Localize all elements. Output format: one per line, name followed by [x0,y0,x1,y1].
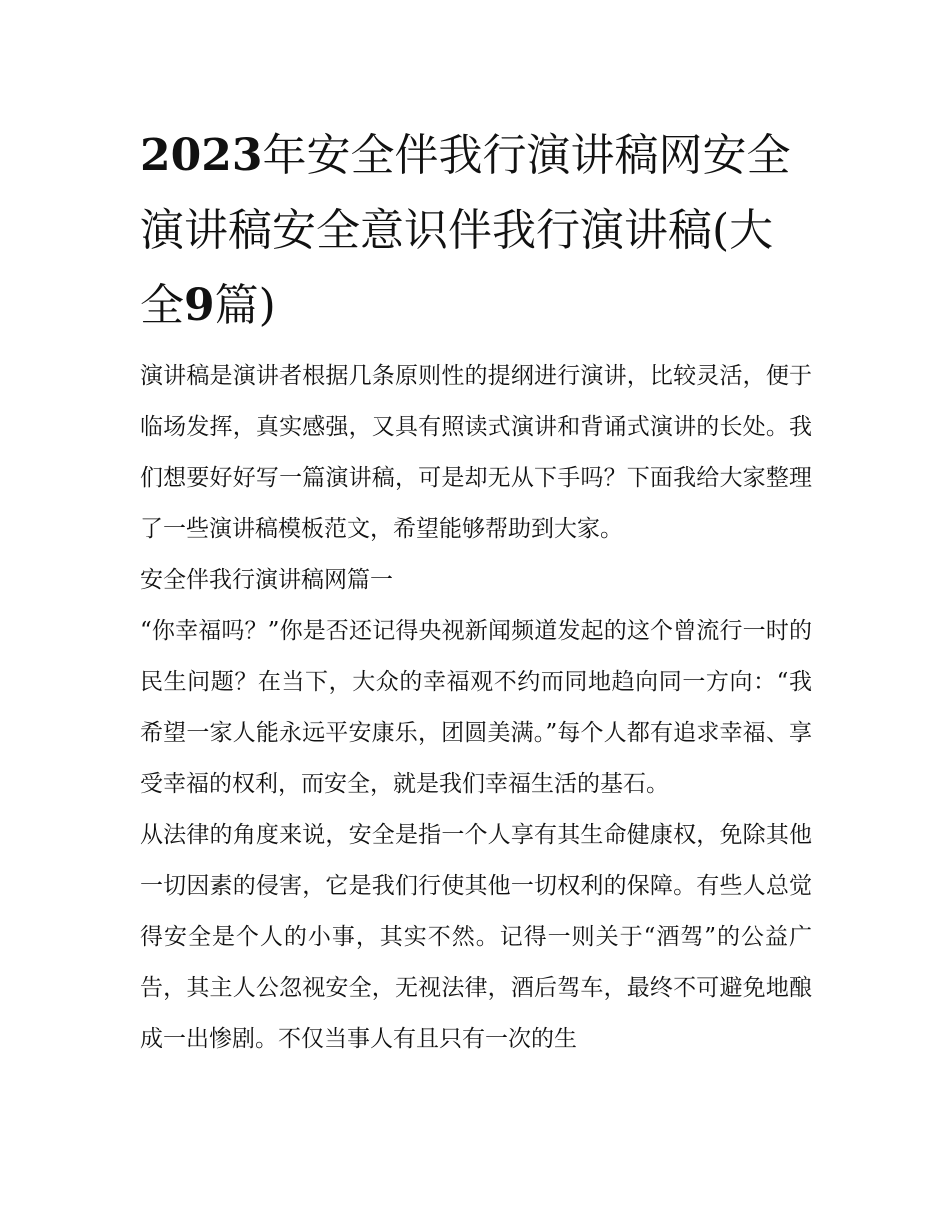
title-part-count: 9 [184,280,215,331]
title-part-main: 年安全伴我行演讲稿网安全演讲稿安全意识伴我行演讲稿(大全 [140,130,791,331]
body-paragraph: 从法律的角度来说，安全是指一个人享有其生命健康权，免除其他一切因素的侵害，它是我们行使其他一切权利的保障。有些人总觉得安全是个人的小事，其实不然。记得一则关于“酒驾”的公益广告，其主人公忽视安全，无视法律，酒后驾车，最终不可避免地酿成一出惨剧。不仅当事人有且只有一次的生 [140,822,812,1052]
document-title [140,118,812,343]
section-heading: 安全伴我行演讲稿网篇一 [140,567,393,593]
body-paragraph: “你幸福吗？”你是否还记得央视新闻频道发起的这个曾流行一时的民生问题？在当下，大众的幸福观不约而同地趋向同一方向：“我希望一家人能永远平安康乐，团圆美满。”每个人都有追求幸福、享受幸福的权利，而安全，就是我们幸福生活的基石。 [140,618,812,797]
intro-paragraph: 演讲稿是演讲者根据几条原则性的提纲进行演讲，比较灵活，便于临场发挥，真实感强，又具有照读式演讲和背诵式演讲的长处。我们想要好好写一篇演讲稿，可是却无从下手吗？下面我给大家整理了一些演讲稿模板范文，希望能够帮助到大家。 [140,363,812,542]
title-part-end: 篇) [214,280,276,331]
document-page [140,118,812,1065]
title-part-year: 2023 [140,130,263,181]
